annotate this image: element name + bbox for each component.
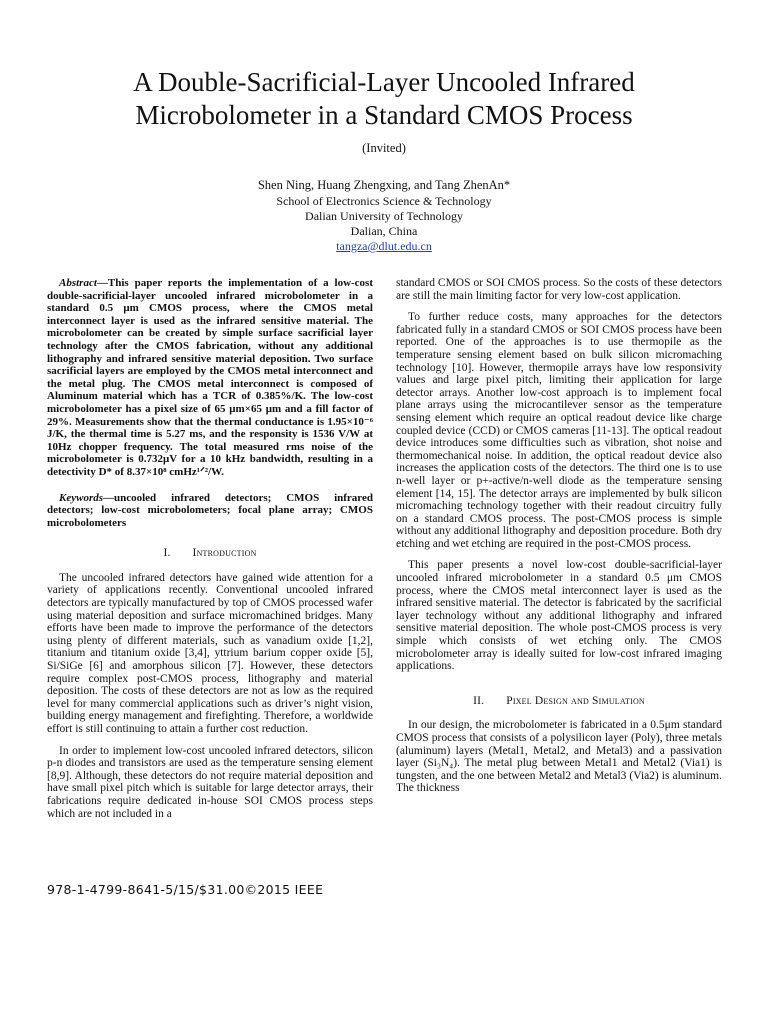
section-heading-introduction xyxy=(47,547,373,560)
abstract xyxy=(47,277,373,479)
section-number: I. xyxy=(163,547,171,560)
section-heading-pixel-design xyxy=(396,695,722,708)
affiliation xyxy=(0,194,768,254)
abstract-text: —This paper reports the implementation of a low-cost double-sacrificial-layer uncooled infrared microbolometer in a standard 0.5 μm CMOS process, where the CMOS metal interconnect layer is used as the infrared sensitive material. The microbolometer can be created by simple surface sacrificial layer technology after the CMOS fabrication, without any additional lithography and infrared sensitive material deposition. Two surface sacrificial layers are employed by the CMOS metal interconnect and the metal plug. The CMOS metal interconnect is composed of Aluminum material which has a TCR of 0.385%/K. The low-cost microbolometer has a pixel size of 65 μm×65 μm and a fill factor of 29%. Measurements show that the thermal conductance is 1.95×10⁻⁶ J/K, the thermal time is 5.27 ms, and the responsity is 1536 V/W at 10Hz chopper frequency. The total measured rms noise of the microbolometer is 0.732μV for a 10 kHz bandwidth, resulting in a detectivity D* of 8.37×10⁸ cmHz¹ᐟ²/W. xyxy=(47,277,373,478)
section-title: Introduction xyxy=(192,547,257,560)
keywords-text: —uncooled infrared detectors; CMOS infrared detectors; low-cost microbolometers; focal plane array; CMOS microbolometers xyxy=(47,491,373,529)
section-number: II. xyxy=(473,694,485,707)
title-line-1: A Double-Sacrificial-Layer Uncooled Infrared xyxy=(133,67,635,97)
email-link[interactable]: tangza@dlut.edu.cn xyxy=(336,239,432,253)
right-column xyxy=(396,277,722,804)
invited-note: (Invited) xyxy=(362,141,406,155)
intro-paragraph: The uncooled infrared detectors have gained wide attention for a variety of applications recently. Conventional uncooled infrared detectors are typically manufactured by top of CMOS processed wafer using material deposition and surface micromachined bridges. Many efforts have been made to improve the performance of the detectors using plenty of different materials, such as vanadium oxide [1,2], titanium and titanium oxide [3,4], yttrium barium copper oxide [5], Si/SiGe [6] and amorphous silicon [7]. However, these detectors require complex post-CMOS process, lithography and material deposition. The costs of these detectors are not as low as the required level for many commercial applications such as driver’s night vision, building energy management and firefighting. Therefore, a worldwide effort is still continuing to attain a further cost reduction. xyxy=(47,571,373,735)
intro-paragraph: In order to implement low-cost uncooled infrared detectors, silicon p-n diodes and transistors are used as the temperature sensing element [8,9]. Although, these detectors do not require material deposition and have small pixel pitch which is suitable for large detector arrays, their fabrications require dedicated in-house SOI CMOS process steps which are not included in a xyxy=(47,744,373,820)
keywords xyxy=(47,492,373,530)
paper-title xyxy=(40,66,728,132)
copyright-footer: 978-1-4799-8641-5/15/$31.00©2015 IEEE xyxy=(47,882,324,897)
section-title: Pixel Design and Simulation xyxy=(506,694,645,707)
keywords-lead: Keywords xyxy=(59,491,103,504)
authors: Shen Ning, Huang Zhengxing, and Tang ZhenAn* xyxy=(257,178,511,192)
left-column xyxy=(47,277,373,829)
affiliation-line: Dalian University of Technology xyxy=(305,209,463,223)
body-paragraph: To further reduce costs, many approaches for the detectors fabricated fully in a standard CMOS or SOI CMOS process have been reported. One of the approaches is to use thermopile as the temperature sensing element based on bulk silicon micromaching technology [10]. However, thermopile arrays have low responsivity values and large pixel pitch, limiting their application for large detector arrays. Another low-cost approach is to implement focal plane arrays using the microcantilever sensor as the temperature sensing element which require an optical readout device like charge coupled device (CCD) or CMOS cameras [11-13]. The optical readout device introduces some difficulties such as vibration, shot noise and thermomechanical noise. In addition, the optical readout device also increases the application costs of the detectors. The third one is to use n-well layer or p+-active/n-well diode as the temperature sensing element [14, 15]. The detector arrays are implemented by bulk silicon micromaching technology together with their readout circuitry fully on a standard CMOS process. The post-CMOS process is simple without any additional lithography and deposition procedure. Both dry etching and wet etching are required in the post-CMOS process. xyxy=(396,311,722,550)
body-paragraph: In our design, the microbolometer is fabricated in a 0.5μm standard CMOS process that consists of a polysilicon layer (Poly), three metals (aluminum) layers (Metal1, Metal2, and Metal3) and a passivation layer (Si₃N₄). The metal plug between Metal1 and Metal2 (Via1) is tungsten, and the one between Metal2 and Metal3 (Via2) is aluminum. The thickness xyxy=(396,719,722,795)
body-paragraph: This paper presents a novel low-cost double-sacrificial-layer uncooled infrared microbolometer in a standard 0.5 μm CMOS process, where the CMOS metal interconnect layer is used as the infrared sensitive material. The detector is fabricated by the sacrificial layer technology without any additional lithography and infrared sensitive material deposition. The whole post-CMOS process is very simple which consists of wet etching only. The CMOS microbolometer array is ideally suited for low-cost infrared imaging applications. xyxy=(396,559,722,673)
affiliation-line: School of Electronics Science & Technology xyxy=(276,194,492,208)
body-paragraph: standard CMOS or SOI CMOS process. So the costs of these detectors are still the main limiting factor for very low-cost application. xyxy=(396,277,722,302)
title-line-2: Microbolometer in a Standard CMOS Process xyxy=(135,100,633,130)
abstract-lead: Abstract xyxy=(59,277,97,289)
affiliation-line: Dalian, China xyxy=(350,224,418,238)
